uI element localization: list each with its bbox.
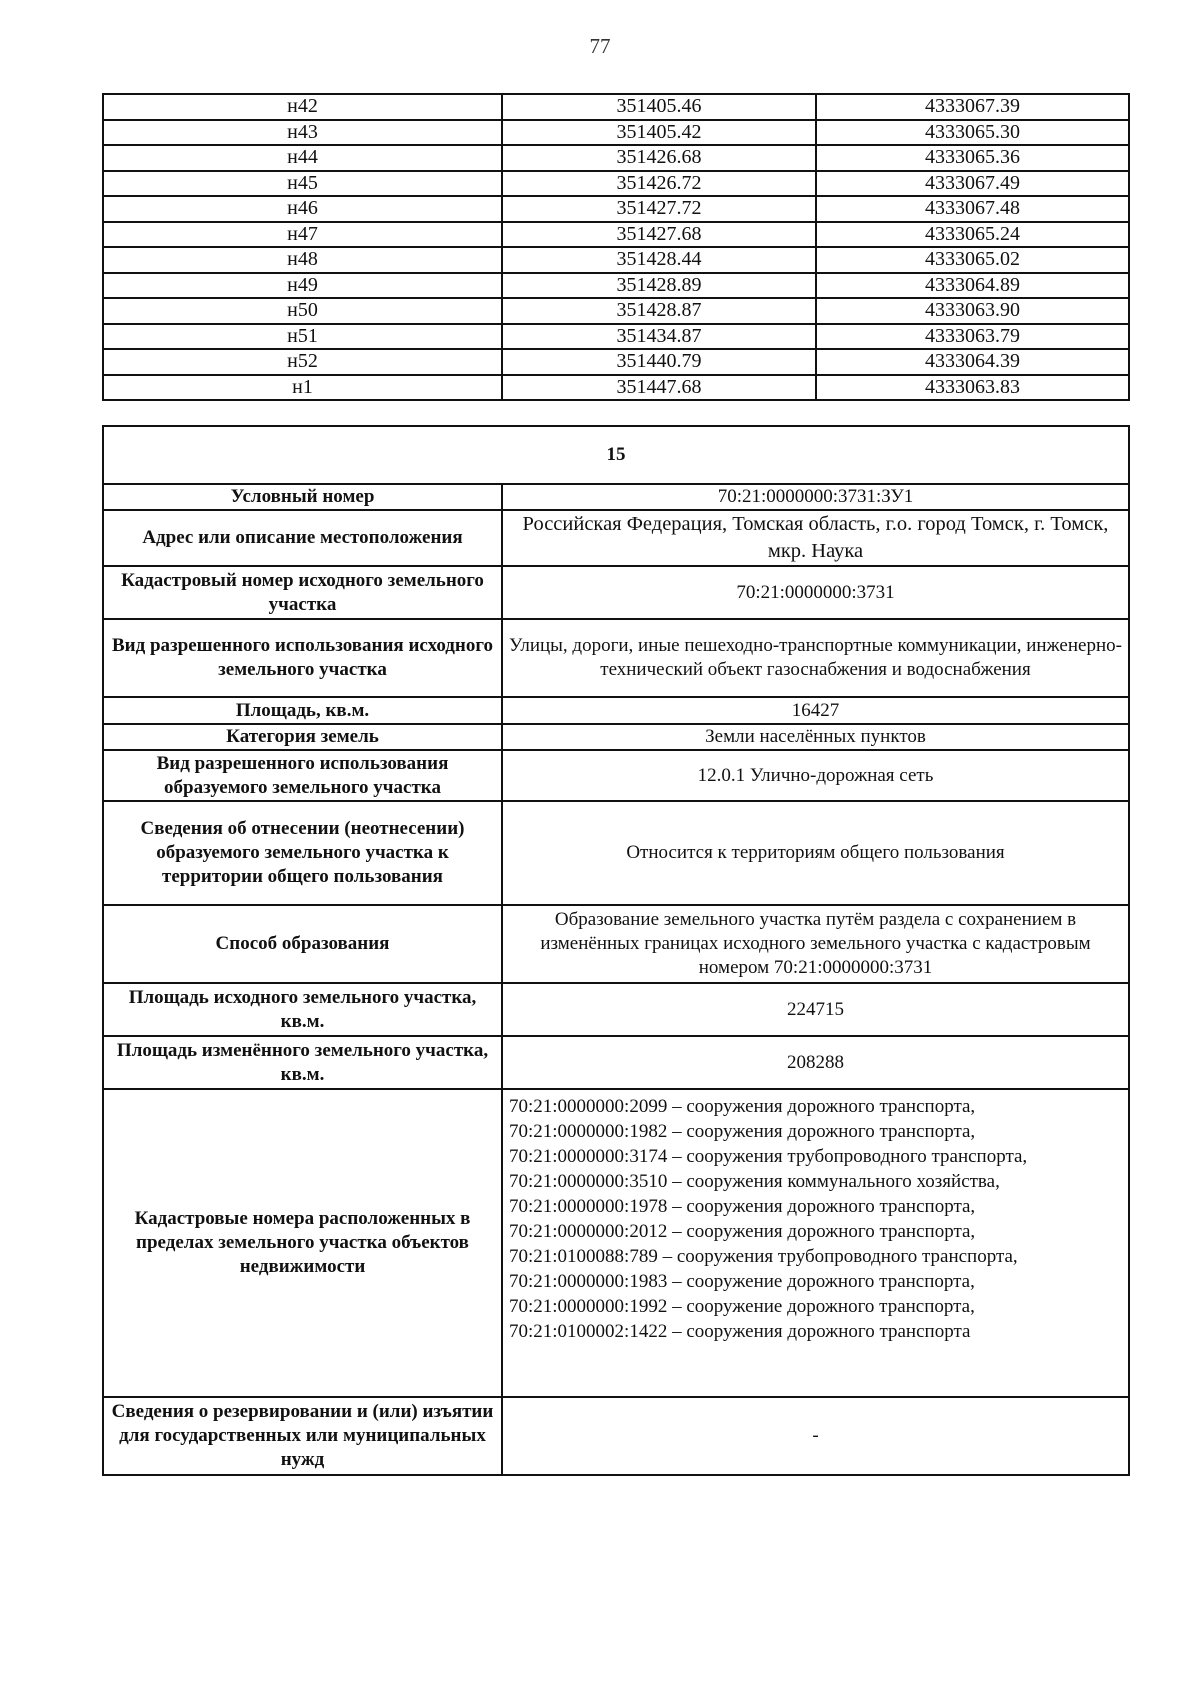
- field-label-public-use-status: Сведения об отнесении (неотнесении) образуемого земельного участка к территории общего пользования: [103, 801, 502, 905]
- coordinate-point: н42: [103, 94, 502, 120]
- coordinate-point: н43: [103, 120, 502, 146]
- object-item: 70:21:0000000:3510 – сооружения коммунального хозяйства,: [509, 1171, 1000, 1192]
- field-value-address: Российская Федерация, Томская область, г.о. город Томск, г. Томск, мкр. Наука: [502, 510, 1129, 566]
- object-item: 70:21:0100002:1422 – сооружения дорожного транспорта: [509, 1321, 971, 1342]
- field-value-area: 16427: [502, 697, 1129, 724]
- coordinate-row: [103, 222, 1129, 248]
- coordinate-point: н48: [103, 247, 502, 273]
- coordinate-y: 4333067.49: [816, 171, 1129, 197]
- field-value-changed-area: 208288: [502, 1036, 1129, 1089]
- coordinate-x: 351426.68: [502, 145, 816, 171]
- object-item: 70:21:0000000:1992 – сооружение дорожного транспорта,: [509, 1296, 975, 1317]
- field-value-formation-method: Образование земельного участка путём раздела с сохранением в изменённых границах исходного земельного участка с кадастровым номером 70:21:0000000:3731: [502, 905, 1129, 983]
- coordinate-row: [103, 120, 1129, 146]
- object-item: 70:21:0000000:2012 – сооружения дорожного транспорта,: [509, 1221, 976, 1242]
- coordinate-row: [103, 298, 1129, 324]
- field-value-land-category: Земли населённых пунктов: [502, 724, 1129, 750]
- field-label-address: Адрес или описание местоположения: [103, 510, 502, 566]
- coordinate-y: 4333067.39: [816, 94, 1129, 120]
- coordinate-point: н52: [103, 349, 502, 375]
- objects-list: [503, 1090, 1128, 1350]
- object-item: 70:21:0100088:789 – сооружения трубопроводного транспорта,: [509, 1246, 1018, 1267]
- coordinate-row: [103, 247, 1129, 273]
- field-label-source-area: Площадь исходного земельного участка, кв.м.: [103, 983, 502, 1036]
- field-label-formation-method: Способ образования: [103, 905, 502, 983]
- section-number: 15: [103, 426, 1129, 484]
- coordinate-x: 351428.44: [502, 247, 816, 273]
- page-number: 77: [589, 34, 611, 58]
- field-label-changed-area: Площадь изменённого земельного участка, кв.м.: [103, 1036, 502, 1089]
- coordinate-x: 351426.72: [502, 171, 816, 197]
- coordinate-row: [103, 349, 1129, 375]
- field-value-new-permitted-use: 12.0.1 Улично-дорожная сеть: [502, 750, 1129, 801]
- coordinate-x: 351428.87: [502, 298, 816, 324]
- object-item: 70:21:0000000:3174 – сооружения трубопроводного транспорта,: [509, 1146, 1028, 1167]
- object-item: 70:21:0000000:2099 – сооружения дорожного транспорта,: [509, 1096, 976, 1117]
- coordinate-y: 4333063.83: [816, 375, 1129, 401]
- coordinate-point: н45: [103, 171, 502, 197]
- reservation-label: Сведения о резервировании и (или) изъятии для государственных или муниципальных нужд: [103, 1397, 502, 1475]
- coordinate-point: н1: [103, 375, 502, 401]
- field-label-source-cadastral-number: Кадастровый номер исходного земельного участка: [103, 566, 502, 619]
- field-value-source-permitted-use: Улицы, дороги, иные пешеходно-транспортные коммуникации, инженерно-технический объект газоснабжения и водоснабжения: [502, 619, 1129, 697]
- field-label-source-permitted-use: Вид разрешенного использования исходного земельного участка: [103, 619, 502, 697]
- reservation-value: -: [502, 1397, 1129, 1475]
- parcel-info-table: [102, 425, 1130, 1476]
- object-item: 70:21:0000000:1983 – сооружение дорожного транспорта,: [509, 1271, 975, 1292]
- coordinate-y: 4333065.30: [816, 120, 1129, 146]
- field-label-land-category: Категория земель: [103, 724, 502, 750]
- coordinate-y: 4333065.36: [816, 145, 1129, 171]
- coordinate-x: 351427.72: [502, 196, 816, 222]
- coordinate-y: 4333064.89: [816, 273, 1129, 299]
- coordinate-row: [103, 196, 1129, 222]
- coordinate-x: 351440.79: [502, 349, 816, 375]
- coordinate-point: н47: [103, 222, 502, 248]
- coordinate-x: 351405.46: [502, 94, 816, 120]
- coordinate-y: 4333064.39: [816, 349, 1129, 375]
- coordinate-point: н46: [103, 196, 502, 222]
- object-item: 70:21:0000000:1978 – сооружения дорожного транспорта,: [509, 1196, 976, 1217]
- coordinate-point: н51: [103, 324, 502, 350]
- coordinate-x: 351427.68: [502, 222, 816, 248]
- coordinate-point: н49: [103, 273, 502, 299]
- field-value-source-area: 224715: [502, 983, 1129, 1036]
- coordinate-point: н44: [103, 145, 502, 171]
- coordinate-row: [103, 171, 1129, 197]
- field-label-new-permitted-use: Вид разрешенного использования образуемого земельного участка: [103, 750, 502, 801]
- coordinate-y: 4333065.02: [816, 247, 1129, 273]
- coordinate-y: 4333065.24: [816, 222, 1129, 248]
- coordinate-row: [103, 94, 1129, 120]
- coordinate-point: н50: [103, 298, 502, 324]
- field-value-conditional-number: 70:21:0000000:3731:ЗУ1: [502, 484, 1129, 510]
- field-value-public-use-status: Относится к территориям общего пользования: [502, 801, 1129, 905]
- coordinate-y: 4333063.90: [816, 298, 1129, 324]
- field-label-area: Площадь, кв.м.: [103, 697, 502, 724]
- objects-label: Кадастровые номера расположенных в пределах земельного участка объектов недвижимости: [103, 1089, 502, 1397]
- coordinate-y: 4333067.48: [816, 196, 1129, 222]
- objects-cell: [502, 1089, 1129, 1397]
- coordinate-x: 351447.68: [502, 375, 816, 401]
- field-label-conditional-number: Условный номер: [103, 484, 502, 510]
- coordinate-row: [103, 145, 1129, 171]
- coordinate-row: [103, 375, 1129, 401]
- object-item: 70:21:0000000:1982 – сооружения дорожного транспорта,: [509, 1121, 976, 1142]
- field-value-source-cadastral-number: 70:21:0000000:3731: [502, 566, 1129, 619]
- coordinate-row: [103, 324, 1129, 350]
- coordinate-x: 351434.87: [502, 324, 816, 350]
- coordinate-x: 351428.89: [502, 273, 816, 299]
- coordinate-y: 4333063.79: [816, 324, 1129, 350]
- coordinate-x: 351405.42: [502, 120, 816, 146]
- coordinates-table: [102, 93, 1130, 401]
- coordinate-row: [103, 273, 1129, 299]
